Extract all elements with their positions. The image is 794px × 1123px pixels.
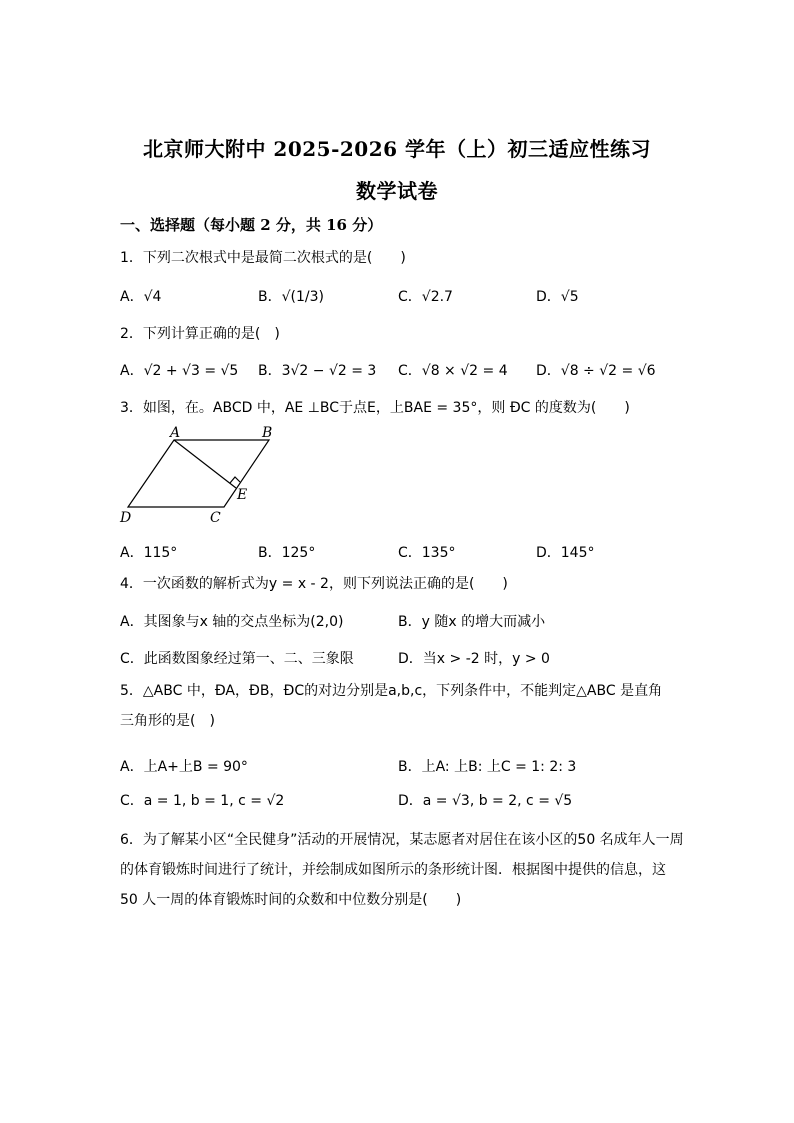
q4-option-b: B．y 随x 的增大而减小 <box>398 614 546 630</box>
q3-option-a: A．115° <box>120 545 178 561</box>
label-a: A <box>170 425 181 441</box>
question-4-stem: 4．一次函数的解析式为y = x - 2，则下列说法正确的是( ) <box>120 576 508 592</box>
q5-option-a: A．上A+上B = 90° <box>120 759 248 775</box>
q1-option-d: D．√5 <box>536 289 579 305</box>
q2-option-a: A．√2 + √3 = √5 <box>120 363 239 379</box>
label-d: D <box>120 510 132 526</box>
section-heading: 一、选择题（每小题 2 分，共 16 分） <box>120 216 383 234</box>
q4-option-a: A．其图象与x 轴的交点坐标为(2,0) <box>120 614 344 630</box>
q4-option-d: D．当x > -2 时，y > 0 <box>398 651 550 667</box>
question-1-stem: 1．下列二次根式中是最简二次根式的是( ) <box>120 250 406 266</box>
question-5-stem-line1: 5．△ABC 中，ÐA，ÐB，ÐC的对边分别是a,b,c，下列条件中，不能判定△ABC 是直角 <box>120 683 663 699</box>
q1-option-b: B．√(1/3) <box>258 289 324 305</box>
question-5-stem-line2: 三角形的是( ) <box>120 713 215 729</box>
q5-option-c: C．a = 1, b = 1, c = √2 <box>120 793 285 809</box>
q2-option-b: B．3√2 − √2 = 3 <box>258 363 377 379</box>
label-c: C <box>210 510 221 526</box>
q2-option-d: D．√8 ÷ √2 = √6 <box>536 363 656 379</box>
question-3-stem: 3．如图，在。ABCD 中，AE ⊥BC于点E，上BAE = 35°，则 ÐC 的度数为( ) <box>120 400 630 416</box>
right-angle-mark <box>230 477 240 483</box>
q3-option-d: D．145° <box>536 545 595 561</box>
q3-option-b: B．125° <box>258 545 316 561</box>
q1-option-c: C．√2.7 <box>398 289 453 305</box>
page-subtitle: 数学试卷 <box>356 179 438 203</box>
q5-option-b: B．上A: 上B: 上C = 1: 2: 3 <box>398 759 577 775</box>
q5-option-d: D．a = √3, b = 2, c = √5 <box>398 793 573 809</box>
q1-option-a: A．√4 <box>120 289 162 305</box>
q2-option-c: C．√8 × √2 = 4 <box>398 363 508 379</box>
question-2-stem: 2．下列计算正确的是( ) <box>120 326 280 342</box>
question-6-line3: 50 人一周的体育锻炼时间的众数和中位数分别是( ) <box>120 892 462 908</box>
parallelogram-figure <box>112 425 282 531</box>
q4-option-c: C．此函数图象经过第一、二、三象限 <box>120 651 354 667</box>
page-title: 北京师大附中 2025-2026 学年（上）初三适应性练习 <box>142 137 652 161</box>
question-6-line2: 的体育锻炼时间进行了统计，并绘制成如图所示的条形统计图．根据图中提供的信息，这 <box>120 862 666 878</box>
q3-option-c: C．135° <box>398 545 456 561</box>
label-b: B <box>262 425 273 441</box>
label-e: E <box>237 487 248 503</box>
parallelogram-abcd <box>128 440 269 507</box>
question-6-line1: 6．为了解某小区“全民健身”活动的开展情况，某志愿者对居住在该小区的50 名成年人一周 <box>120 832 684 848</box>
segment-ae <box>174 440 236 488</box>
